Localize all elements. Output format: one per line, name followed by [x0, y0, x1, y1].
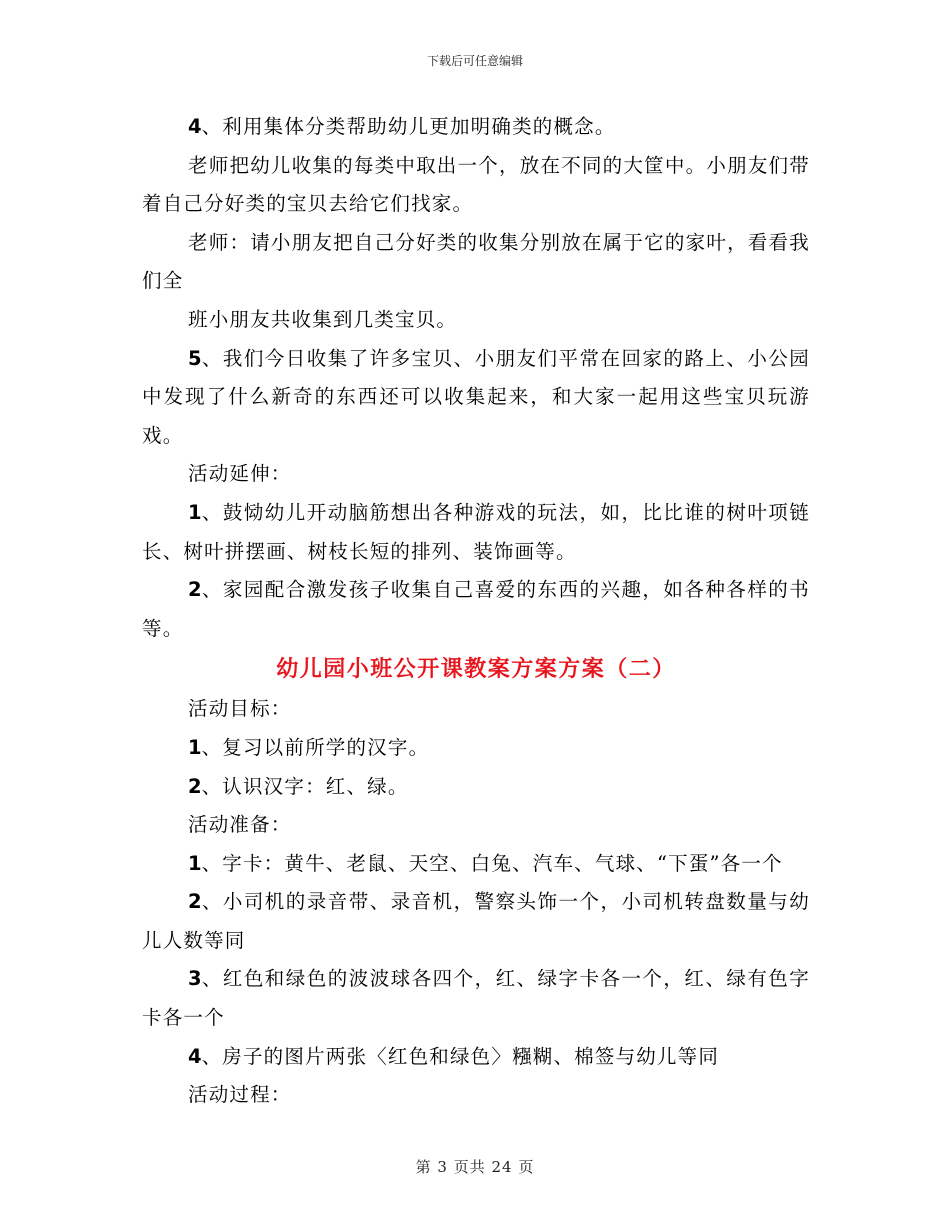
page-footer: 第 3 页共 24 页 — [415, 1158, 535, 1176]
paragraph-prep-1 — [142, 845, 810, 884]
paragraph-text: 、我们今日收集了许多宝贝、小朋友们平常在回家的路上、小公园中发现了什么新奇的东西还可以收集起来，和大家一起用这些宝贝玩游戏。 — [142, 346, 810, 447]
paragraph-text: 活动准备： — [188, 813, 292, 837]
paragraph-text: 、利用集体分类帮助幼儿更加明确类的概念。 — [201, 115, 616, 138]
heading-activity-extension — [142, 455, 810, 494]
paragraph-text: 活动过程： — [188, 1083, 292, 1107]
heading-activity-process — [142, 1076, 810, 1115]
paragraph-text: 活动延伸： — [188, 462, 292, 486]
paragraph-number: 1 — [188, 851, 202, 875]
paragraph-step-5 — [142, 340, 810, 456]
heading-activity-preparation — [142, 806, 810, 845]
paragraph-text: 、字卡：黄牛、老鼠、天空、白兔、汽车、气球、“下蛋”各一个 — [201, 851, 783, 875]
paragraph-number: 4 — [188, 1044, 202, 1068]
paragraph-text: 活动目标： — [188, 697, 292, 721]
paragraph-number: 5 — [188, 346, 202, 370]
paragraph-number: 2 — [188, 890, 202, 914]
document-body — [142, 108, 810, 1115]
paragraph-teacher-speech — [142, 224, 810, 301]
paragraph-text: 、鼓恸幼儿开动脑筋想出各种游戏的玩法，如，比比谁的树叶项链长、树叶拼摆画、树枝长短的排列、装饰画等。 — [142, 500, 810, 563]
paragraph-extension-2 — [142, 571, 810, 648]
paragraph-text: 、房子的图片两张〈红色和绿色〉糨糊、棉签与幼儿等同 — [201, 1044, 720, 1068]
paragraph-teacher-action — [142, 147, 810, 224]
heading-activity-goals — [142, 690, 810, 729]
paragraph-text: 老师把幼儿收集的每类中取出一个，放在不同的大筐中。小朋友们带着自己分好类的宝贝去给它们找家。 — [142, 153, 810, 216]
page-header: 下载后可任意编辑 — [426, 54, 523, 68]
paragraph-number: 2 — [188, 578, 202, 602]
paragraph-prep-3 — [142, 960, 810, 1037]
paragraph-text: 、家园配合激发孩子收集自己喜爱的东西的兴趣，如各种各样的书等。 — [142, 578, 810, 640]
paragraph-number: 1 — [188, 500, 202, 524]
paragraph-text: 、小司机的录音带、录音机，警察头饰一个，小司机转盘数量与幼儿人数等同 — [142, 890, 810, 952]
paragraph-text: 、红色和绿色的波波球各四个，红、绿字卡各一个，红、绿有色字卡各一个 — [142, 967, 810, 1030]
paragraph-teacher-speech-cont — [142, 301, 810, 340]
paragraph-prep-2 — [142, 883, 810, 960]
paragraph-goal-1 — [142, 729, 810, 768]
paragraph-extension-1 — [142, 494, 810, 571]
paragraph-text: 、复习以前所学的汉字。 — [201, 735, 430, 759]
paragraph-goal-2 — [142, 768, 810, 807]
paragraph-text: 老师：请小朋友把自己分好类的收集分别放在属于它的家叶，看看我们全 — [142, 230, 810, 293]
paragraph-text: 班小朋友共收集到几类宝贝。 — [188, 307, 458, 331]
paragraph-number: 4 — [188, 115, 202, 138]
paragraph-text: 、认识汉字：红、绿。 — [201, 774, 409, 798]
section-title: 幼儿园小班公开课教案方案方案（二） — [276, 656, 676, 683]
paragraph-prep-4 — [142, 1038, 810, 1077]
paragraph-number: 1 — [188, 735, 202, 759]
paragraph-number: 2 — [188, 774, 202, 798]
paragraph-step-4 — [142, 108, 810, 147]
paragraph-number: 3 — [188, 967, 202, 991]
